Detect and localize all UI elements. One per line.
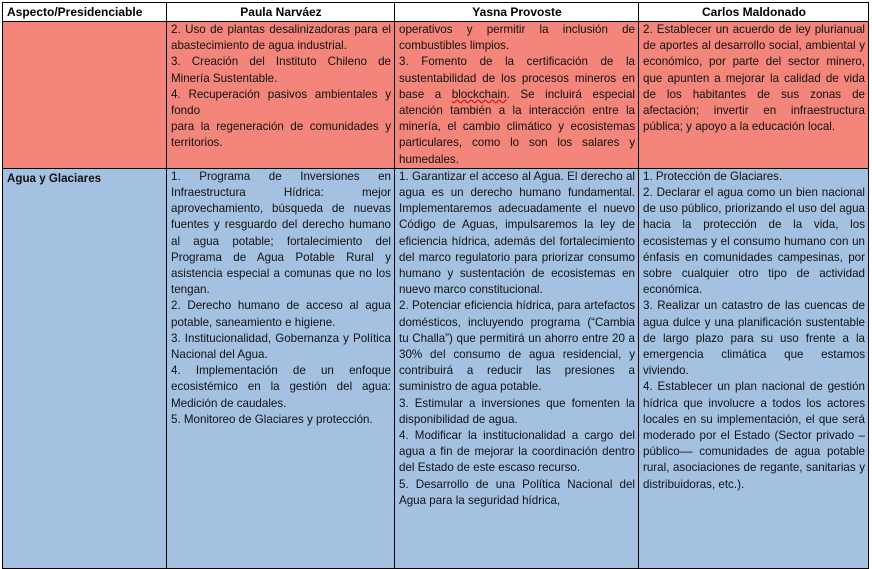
paula-item: para la regeneración de comunidades y territorios. bbox=[171, 120, 391, 150]
carlos-item: 2. Establecer un acuerdo de ley plurianual de aportes al desarrollo social, ambiental y económico, por parte del sector minero, que apunten a mejorar la calidad de vida de los habitantes de sus zonas de afectación; invertir en infraestructura pública; y apoyo a la educación local. bbox=[643, 23, 865, 134]
yasna-item: 2. Potenciar eficiencia hídrica, para artefactos domésticos, incluyendo programa (“Cambia tu Challa”) que permitirá un ahorro entre 20 a 30% del consumo de agua residencial, y contribuirá a reducir las presiones a suministro de agua potable. bbox=[399, 299, 635, 394]
paula-item: 2. Uso de plantas desalinizadoras para el abastecimiento de agua industrial. bbox=[171, 23, 391, 53]
paula-item: 5. Monitoreo de Glaciares y protección. bbox=[171, 412, 373, 426]
yasna-item: 4. Modificar la institucionalidad a cargo del agua a fin de mejorar la coordinación dentro del Estado de este escaso recurso. bbox=[399, 429, 635, 475]
paula-item: 1. Programa de Inversiones en Infraestructura Hídrica: mejor aprovechamiento, búsqueda de nuevas fuentes y resguardo del derecho humano al agua potable; fortalecimiento del Programa de Agua Potable Rural y asistencia especial a comunas que no los tengan. bbox=[171, 169, 391, 297]
yasna-item: 1. Garantizar el acceso al Agua. El derecho al agua es un derecho humano fundamental. Implementaremos adecuadamente el nuevo Código de Aguas, impulsaremos la ley de eficiencia hídrica, además del fortalecimiento del marco regulatorio para priorizar consumo humano y sustentación de ecosistemas en nuevo marco constitucional. bbox=[399, 169, 635, 297]
paula-item: 3. Creación del Instituto Chileno de Minería Sustentable. bbox=[171, 55, 391, 85]
header-row bbox=[3, 3, 869, 22]
paula-cell bbox=[167, 168, 395, 568]
yasna-item: operativos y permitir la inclusión de combustibles limpios. bbox=[399, 23, 635, 53]
carlos-cell bbox=[639, 168, 869, 568]
aspect-cell: Agua y Glaciares bbox=[3, 168, 167, 568]
carlos-item: 1. Protección de Glaciares. bbox=[643, 169, 783, 183]
table-row-mineria bbox=[3, 22, 869, 169]
aspect-cell bbox=[3, 22, 167, 169]
paula-item: 3. Institucionalidad, Gobernanza y Política Nacional del Agua. bbox=[171, 331, 391, 362]
yasna-item: 5. Desarrollo de una Política Nacional del Agua para la seguridad hídrica, bbox=[399, 477, 635, 507]
header-yasna: Yasna Provoste bbox=[395, 3, 639, 22]
paula-item: 2. Derecho humano de acceso al agua potable, saneamiento e higiene. bbox=[171, 299, 391, 329]
carlos-item: 4. Establecer un plan nacional de gestión hídrica que involucre a todos los actores locales en su implementación, el que será moderado por el Estado (Sector privado – público–– comunidades de agua potable rural, asociaciones de regante, sanitarias y distribuidoras, etc.). bbox=[643, 380, 865, 491]
paula-cell bbox=[167, 22, 395, 169]
yasna-cell bbox=[395, 22, 639, 169]
header-paula: Paula Narváez bbox=[167, 3, 395, 22]
spellcheck-underline: blockchain bbox=[451, 87, 507, 101]
carlos-item: 2. Declarar el agua como un bien nacional de uso público, priorizando el uso del agua hacia la protección de la vida, los ecosistemas y el consumo humano con un énfasis en comunidades campesinas, por sobre cualquier otro tipo de actividad económica. bbox=[643, 186, 865, 297]
carlos-cell bbox=[639, 22, 869, 169]
paula-item: 4. Recuperación pasivos ambientales y fondo bbox=[171, 87, 391, 118]
yasna-item: 3. Fomento de la certificación de la sustentabilidad de los procesos mineros en base a blockchain. Se incluirá especial atención también a la interacción entre la minería, el cambio climático y ecosistemas particulares, como lo son los salares y humedales. bbox=[399, 55, 635, 166]
comparison-table bbox=[2, 2, 869, 569]
header-aspect: Aspecto/Presidenciable bbox=[3, 3, 167, 22]
yasna-item: 3. Estimular a inversiones que fomenten la disponibilidad de agua. bbox=[399, 396, 635, 426]
yasna-cell bbox=[395, 168, 639, 568]
header-carlos: Carlos Maldonado bbox=[639, 3, 869, 22]
carlos-item: 3. Realizar un catastro de las cuencas de agua dulce y una planificación sustentable de largo plazo para su uso frente a la emergencia climática que estamos viviendo. bbox=[643, 299, 865, 378]
paula-item: 4. Implementación de un enfoque ecosistémico en la gestión del agua: Medición de caudales. bbox=[171, 364, 391, 410]
table-row-agua bbox=[3, 168, 869, 568]
